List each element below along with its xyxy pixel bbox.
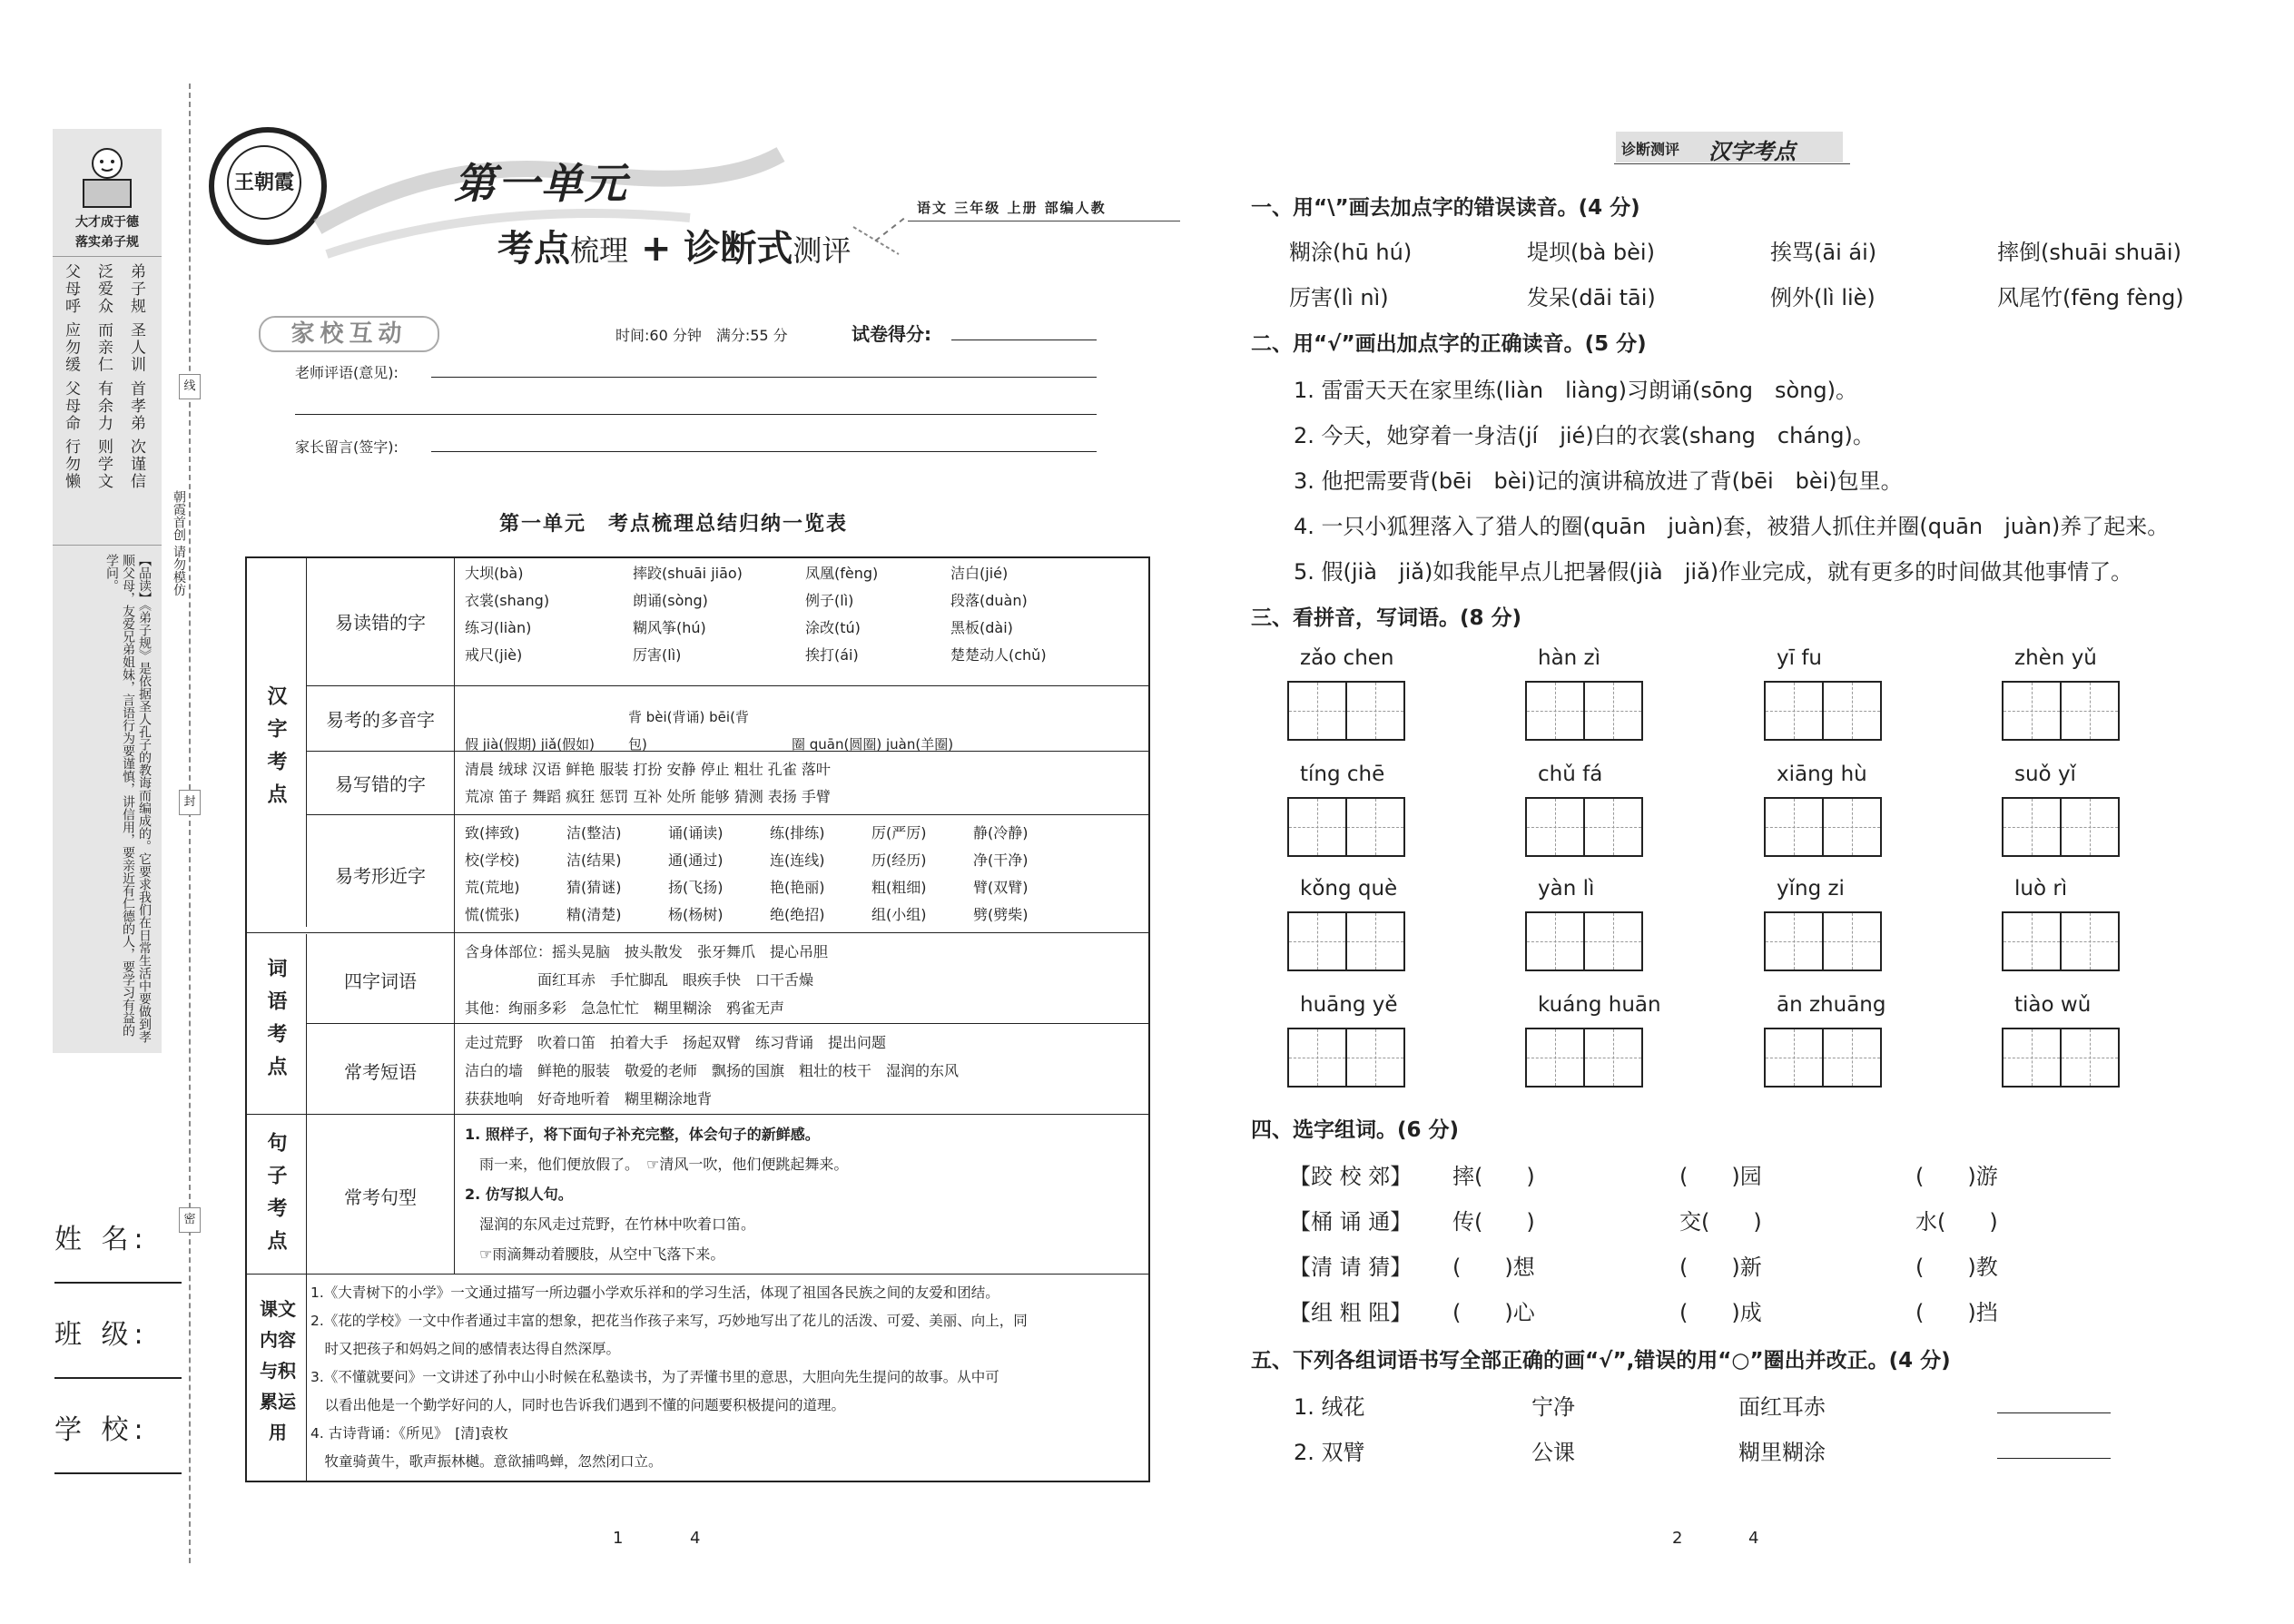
writing-box[interactable] [1345,797,1405,857]
pinyin-label: xiāng hù [1777,763,1867,786]
writing-box[interactable] [1822,1028,1882,1088]
miswritten-list: 清晨 绒球 汉语 鲜艳 服装 打扮 安静 停止 粗壮 孔雀 落叶 荒凉 笛子 舞蹈 疯狂 惩罚 互补 处所 能够 猜测 表扬 手臂 [465,761,831,805]
sub-similar: 易考形近字 [335,865,426,887]
writing-box[interactable] [1822,681,1882,741]
cut-line [189,84,191,1563]
q2-item: 2. 今天，她穿着一身洁(jí jié)白的衣裳(shang cháng)。 [1294,423,1875,448]
pinyin-label: yǐng zi [1777,877,1845,901]
summary-table [245,556,1150,1482]
text-content-list: 1.《大青树下的小学》一文通过描写一所边疆小学欢乐祥和的学习生活，体现了祖国各民族之间的友爱和团结。 2.《花的学校》一文中作者通过丰富的想象，把花当作孩子来写，巧妙地写出了花儿的活泼、可爱、美丽、向上，同 时又把孩子和妈妈之间的感情表达得自然深厚。 3.《不懂就要问》一文讲述了孙中山小时候在私塾读书，为了弄懂书里的意思，大胆向先生提问的故事。从中可 以看出他是一个勤学好问的人，同时也告诉我们遇到不懂的问题要积极提问的道理。 4. 古诗背诵：《所见》 [清]袁枚 牧童骑黄牛，歌声振林樾。意欲捕鸣蝉，忽然闭口立。 [310,1284,1028,1470]
pinyin-label: zhèn yǔ [2014,646,2097,670]
name-field[interactable] [54,1282,182,1284]
sub-misread: 易读错的字 [335,612,426,634]
class-label: 班 级: [54,1319,149,1351]
q2-item: 3. 他把需要背(bēi bèi)记的演讲稿放进了背(bēi bèi)包里。 [1294,468,1903,494]
writing-box[interactable] [2002,797,2062,857]
writing-box[interactable] [1583,911,1643,971]
cut-mark: 线 [179,374,201,399]
pinyin-label: tíng chē [1300,763,1385,786]
pinyin-label: yī fu [1777,646,1822,670]
pinyin-label: tiào wǔ [2014,993,2092,1017]
sub-polyphones: 易考的多音字 [326,709,435,731]
time-score-info: 时间:60 分钟 满分:55 分 [615,327,788,344]
pinyin-label: huāng yě [1300,993,1398,1017]
writing-box[interactable] [1287,681,1347,741]
writing-box[interactable] [1822,797,1882,857]
motto-line-2: 落实弟子规 [75,235,139,250]
pinyin-label: kuáng huān [1538,993,1661,1017]
writing-box[interactable] [1345,911,1405,971]
cartoon-figure-icon [71,138,143,211]
question-2-title: 二、用“√”画出加点字的正确读音。(5 分) [1251,332,1647,356]
page-number: 1 [613,1529,624,1548]
q2-item: 1. 雷雷天天在家里练(liàn liàng)习朗诵(sōng sòng)。 [1294,378,1857,403]
school-label: 学 校: [54,1414,149,1446]
verse-column-2: 泛爱众 而亲仁 有余力 则学文 [94,263,113,491]
sub-four-char: 四字词语 [344,970,417,992]
writing-box[interactable] [1287,797,1347,857]
writing-box[interactable] [1345,681,1405,741]
writing-box[interactable] [1525,681,1585,741]
page-total: 4 [1748,1529,1759,1548]
unit-title: 第一单元 [454,159,628,208]
cut-mark: 封 [179,790,201,815]
category-characters: 汉字考点 [264,685,287,816]
left-sidebar [53,129,162,1053]
teacher-comment-label: 老师评语(意见): [295,364,399,381]
verse-column-1: 弟子规 圣人训 首孝弟 次谨信 [127,263,145,491]
teacher-comment-line-2[interactable] [295,414,1097,415]
sub-miswritten: 易写错的字 [335,773,426,795]
brand-logo: 王朝霞 [209,127,327,245]
q2-item: 5. 假(jià jiǎ)如我能早点儿把暑假(jià jiǎ)作业完成，就有更多的时间做其他事情了。 [1294,559,2133,585]
pinyin-label: ān zhuāng [1777,993,1886,1017]
parent-note-field[interactable] [431,451,1097,452]
writing-box[interactable] [1764,681,1824,741]
page-subtitle: 考点梳理 + 诊断式测评 [497,228,852,270]
writing-box[interactable] [1583,1028,1643,1088]
pinyin-label: suǒ yǐ [2014,763,2076,786]
sub-sentence-patterns: 常考句型 [344,1186,417,1208]
sub-phrases: 常考短语 [344,1061,417,1083]
question-3-title: 三、看拼音，写词语。(8 分) [1251,606,1522,630]
question-4-title: 四、选字组词。(6 分) [1251,1118,1460,1142]
reading-note: 【品读】《弟子规》是依据圣人孔子的教诲而编成的。它要求我们在日常生活中要做到孝顺父母，友爱兄弟姐妹，言语行为要谨慎，讲信用，要亲近有仁德的人，要学习有益的学问。 [104,554,152,1043]
writing-box[interactable] [2060,797,2120,857]
question-5-title: 五、下列各组词语书写全部正确的画“√”,错误的用“○”圈出并改正。(4 分) [1251,1349,1951,1373]
category-texts: 课文内容与积累运用 [260,1298,296,1443]
writing-box[interactable] [2002,911,2062,971]
answer-line[interactable] [1997,1412,2111,1413]
q2-item: 4. 一只小狐狸落入了猎人的圈(quān juàn)套，被猎人抓住并圈(quān juàn)养了起来。 [1294,514,2170,539]
writing-box[interactable] [1764,1028,1824,1088]
motto-line-1: 大才成于德 [75,215,139,230]
table-title: 第一单元 考点梳理总结归纳一览表 [499,513,849,536]
section-badge: 诊断测评 汉字考点 [1616,132,1843,162]
category-words: 词语考点 [264,958,287,1088]
similar-list: 致(摔致) 洁(整洁) 诵(诵读) 练(排练) 厉(严厉) 静(冷静) 校(学校) 洁(结果) 通(通过) 连(连线) 历(经历) 净(干净) 荒(荒地) 猜(猜谜) 扬(飞扬) 艳(艳丽) 粗(粗细) 臂(双臂) 慌(慌张) 精(清楚) 杨(杨树) 绝(绝招) 组(小组) 劈(劈柴) [465,824,1029,923]
name-label: 姓 名: [54,1224,149,1255]
misread-list: 大坝(bà) 摔跤(shuāi jiāo) 凤凰(fèng) 洁白(jié) 衣裳(shang) 朗诵(sòng) 例子(lì) 段落(duàn) 练习(liàn) 糊风筝(hú) 涂改(tú) 黑板(dài) 戒尺(jiè) 厉害(lì) 挨打(ái) 楚楚动人(chǔ) [465,565,1047,664]
teacher-comment-field[interactable] [431,377,1097,378]
writing-box[interactable] [1764,797,1824,857]
writing-box[interactable] [1345,1028,1405,1088]
writing-box[interactable] [1525,797,1585,857]
writing-box[interactable] [1525,1028,1585,1088]
four-char-list: 含身体部位：摇头晃脑 披头散发 张牙舞爪 提心吊胆 面红耳赤 手忙脚乱 眼疾手快 口干舌燥 其他：绚丽多彩 急急忙忙 糊里糊涂 鸦雀无声 [465,943,829,1017]
parent-note-label: 家长留言(签字): [295,438,399,456]
pinyin-label: kǒng què [1300,877,1398,901]
polyphone-list: 假 jià(假期) jiǎ(假如)背 bèi(背诵) bēi(背包) 圈 quān(圆圈) juàn(羊圈) [465,709,954,753]
phrase-list: 走过荒野 吹着口笛 拍着大手 扬起双臂 练习背诵 提出问题 洁白的墙 鲜艳的服装 敬爱的老师 飘扬的国旗 粗壮的枝干 湿润的东风 获获地响 好奇地听着 糊里糊涂地背 [465,1034,960,1107]
writing-box[interactable] [2060,681,2120,741]
pinyin-label: luò rì [2014,877,2068,901]
sentence-list: 1. 照样子，将下面句子补充完整，体会句子的新鲜感。 雨一来，他们便放假了。 ☞清风一吹，他们便跳起舞来。 2. 仿写拟人句。 湿润的东风走过荒野，在竹林中吹着口笛。 ☞雨滴舞动着腰肢，从空中飞落下来。 [465,1126,849,1263]
pinyin-label: chǔ fá [1538,763,1603,786]
writing-box[interactable] [1764,911,1824,971]
score-label: 试卷得分: [852,323,931,345]
cut-mark: 密 [179,1207,201,1233]
page-total: 4 [690,1529,701,1548]
writing-box[interactable] [1287,911,1347,971]
home-school-badge: 家校互动 [259,316,439,352]
writing-box[interactable] [1287,1028,1347,1088]
writing-box[interactable] [1822,911,1882,971]
writing-box[interactable] [1583,797,1643,857]
copyright-vertical: 朝霞首创 请勿模仿 [172,490,186,596]
grade-label: 语文 三年级 上册 部编人教 [917,200,1107,216]
class-field[interactable] [54,1377,182,1379]
category-sentences: 句子考点 [264,1132,287,1263]
question-1-title: 一、用“\”画去加点字的错误读音。(4 分) [1251,196,1640,220]
page-number: 2 [1672,1529,1683,1548]
answer-line[interactable] [1997,1458,2111,1459]
writing-box[interactable] [1525,911,1585,971]
writing-box[interactable] [2060,911,2120,971]
writing-box[interactable] [2060,1028,2120,1088]
pinyin-label: hàn zì [1538,646,1601,670]
pinyin-label: zǎo chen [1300,646,1394,670]
writing-box[interactable] [2002,1028,2062,1088]
school-field[interactable] [54,1472,182,1474]
verse-column-3: 父母呼 应勿缓 父母命 行勿懒 [62,263,80,491]
writing-box[interactable] [2002,681,2062,741]
writing-box[interactable] [1583,681,1643,741]
pinyin-label: yàn lì [1538,877,1595,901]
